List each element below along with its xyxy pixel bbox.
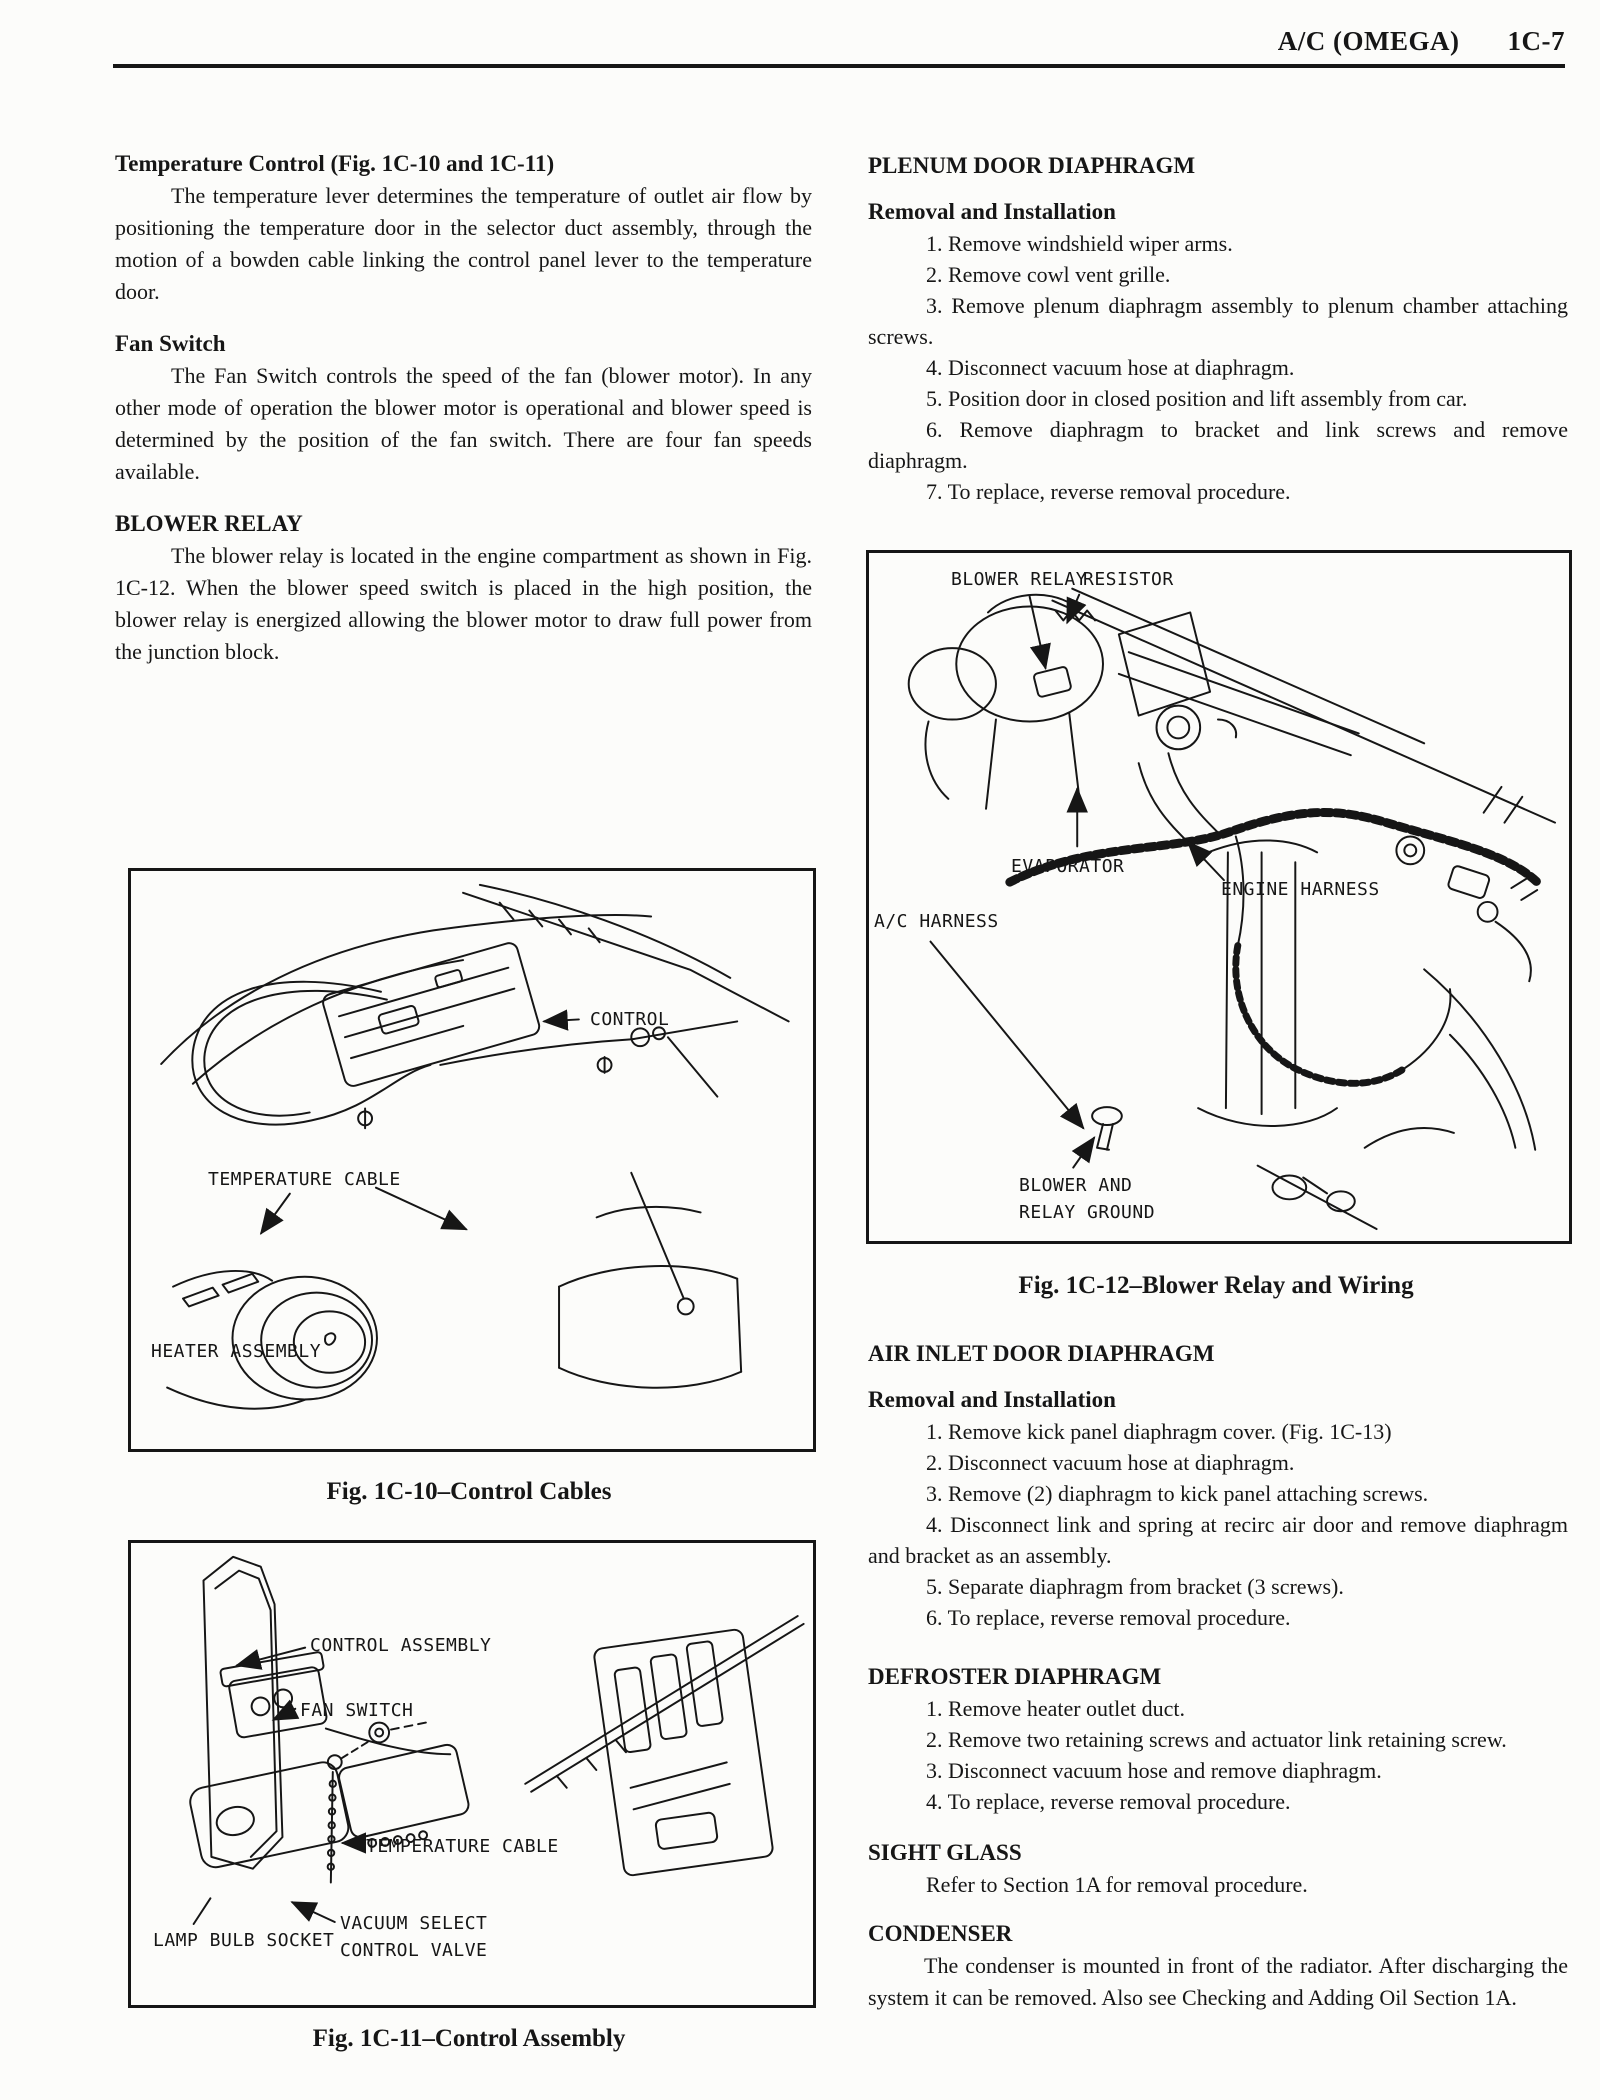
list-item: 2. Remove cowl vent grille. (926, 262, 1171, 287)
fig12-label-resistor: RESISTOR (1083, 569, 1174, 590)
list-item: 1. Remove heater outlet duct. (926, 1696, 1186, 1721)
section-heading-air-inlet: AIR INLET DOOR DIAPHRAGM (868, 1341, 1215, 1366)
list-item: 7. To replace, reverse removal procedure. (926, 479, 1291, 504)
fig12-label-evaporator: EVAPORATOR (1011, 856, 1125, 877)
figure-1c10-control-cables (128, 868, 816, 1452)
fig12-label-ground-line1: BLOWER AND (1019, 1175, 1133, 1196)
fig12-label-ac-harness: A/C HARNESS (874, 911, 999, 932)
list-item: 1. Remove windshield wiper arms. (926, 231, 1233, 256)
fig10-label-temperature-cable: TEMPERATURE CABLE (208, 1169, 401, 1190)
list-item: 2. Remove two retaining screws and actuator link retaining screw. (926, 1727, 1507, 1752)
fig11-label-lamp-bulb-socket: LAMP BULB SOCKET (153, 1930, 335, 1951)
paragraph-blower-relay: The blower relay is located in the engine compartment as shown in Fig. 1C-12. When the blower speed switch is placed in the high position, the blower relay is energized allowing the blower motor to draw full power from the junction block. (115, 543, 812, 664)
list-item: 3. Remove (2) diaphragm to kick panel attaching screws. (926, 1481, 1429, 1506)
fig11-label-vacuum-select-line2: CONTROL VALVE (340, 1940, 488, 1961)
right-column-upper (868, 152, 1568, 507)
fig11-label-vacuum-select-line1: VACUUM SELECT (340, 1913, 488, 1934)
page-header (115, 26, 1565, 57)
list-item: 5. Position door in closed position and lift assembly from car. (926, 386, 1468, 411)
header-page-number: 1C-7 (1507, 26, 1565, 56)
subheading-plenum-removal: Removal and Installation (868, 199, 1116, 224)
list-item: 4. Disconnect link and spring at recirc air door and remove diaphragm and bracket as an assembly. (868, 1512, 1568, 1568)
section-heading-sight-glass: SIGHT GLASS (868, 1840, 1022, 1865)
list-item: 5. Separate diaphragm from bracket (3 screws). (926, 1574, 1344, 1599)
header-rule (113, 64, 1565, 68)
figure-1c10-caption: Fig. 1C-10–Control Cables (326, 1478, 612, 1505)
paragraph-condenser: The condenser is mounted in front of the radiator. After discharging the system it can be removed. Also see Checking and Adding Oil Section 1A. (868, 1953, 1568, 2010)
list-item: 1. Remove kick panel diaphragm cover. (Fig. 1C-13) (926, 1419, 1392, 1444)
fig12-label-blower-relay: BLOWER RELAY (951, 569, 1088, 590)
paragraph-fan-switch: The Fan Switch controls the speed of the fan (blower motor). In any other mode of operation the blower motor is operational and blower speed is determined by the position of the fan switch. There are four fan speeds available. (115, 363, 812, 484)
right-column-lower (868, 1340, 1568, 2014)
list-item: 4. To replace, reverse removal procedure. (926, 1789, 1291, 1814)
left-column (115, 150, 812, 668)
list-item: 3. Remove plenum diaphragm assembly to plenum chamber attaching screws. (868, 293, 1568, 349)
list-item: 2. Disconnect vacuum hose at diaphragm. (926, 1450, 1295, 1475)
fig11-label-temperature-cable: TEMPERATURE CABLE (366, 1836, 559, 1857)
fig-1c12-drawing (869, 553, 1563, 1235)
list-item: 6. To replace, reverse removal procedure. (926, 1605, 1291, 1630)
header-title: A/C (OMEGA) (1277, 26, 1460, 56)
section-heading-fan-switch: Fan Switch (115, 331, 226, 356)
list-item: 6. Remove diaphragm to bracket and link screws and remove diaphragm. (868, 417, 1568, 473)
figure-1c11-caption: Fig. 1C-11–Control Assembly (312, 2025, 626, 2052)
fig12-label-ground-line2: RELAY GROUND (1019, 1202, 1156, 1223)
section-heading-temperature-control: Temperature Control (Fig. 1C-10 and 1C-11) (115, 151, 555, 176)
list-item: 3. Disconnect vacuum hose and remove diaphragm. (926, 1758, 1382, 1783)
figure-1c12-blower-relay-wiring (866, 550, 1572, 1244)
section-heading-plenum: PLENUM DOOR DIAPHRAGM (868, 153, 1196, 178)
figure-1c11-control-assembly (128, 1540, 816, 2008)
list-item: 4. Disconnect vacuum hose at diaphragm. (926, 355, 1295, 380)
subheading-air-inlet-removal: Removal and Installation (868, 1387, 1116, 1412)
section-heading-condenser: CONDENSER (868, 1921, 1013, 1946)
fig10-label-heater-assembly: HEATER ASSEMBLY (151, 1341, 322, 1362)
fig11-label-control-assembly: CONTROL ASSEMBLY (310, 1635, 492, 1656)
fig11-label-fan-switch: FAN SWITCH (300, 1700, 414, 1721)
fig10-label-control: CONTROL (590, 1009, 670, 1030)
fig12-label-engine-harness: ENGINE HARNESS (1221, 879, 1380, 900)
figure-1c12-caption: Fig. 1C-12–Blower Relay and Wiring (1018, 1272, 1414, 1299)
paragraph-sight-glass: Refer to Section 1A for removal procedure. (926, 1872, 1308, 1897)
section-heading-blower-relay: BLOWER RELAY (115, 511, 303, 536)
paragraph-temperature-control: The temperature lever determines the temperature of outlet air flow by positioning the temperature door in the selector duct assembly, through the motion of a bowden cable linking the control panel lever to the temperature door. (115, 183, 812, 304)
section-heading-defroster: DEFROSTER DIAPHRAGM (868, 1664, 1162, 1689)
